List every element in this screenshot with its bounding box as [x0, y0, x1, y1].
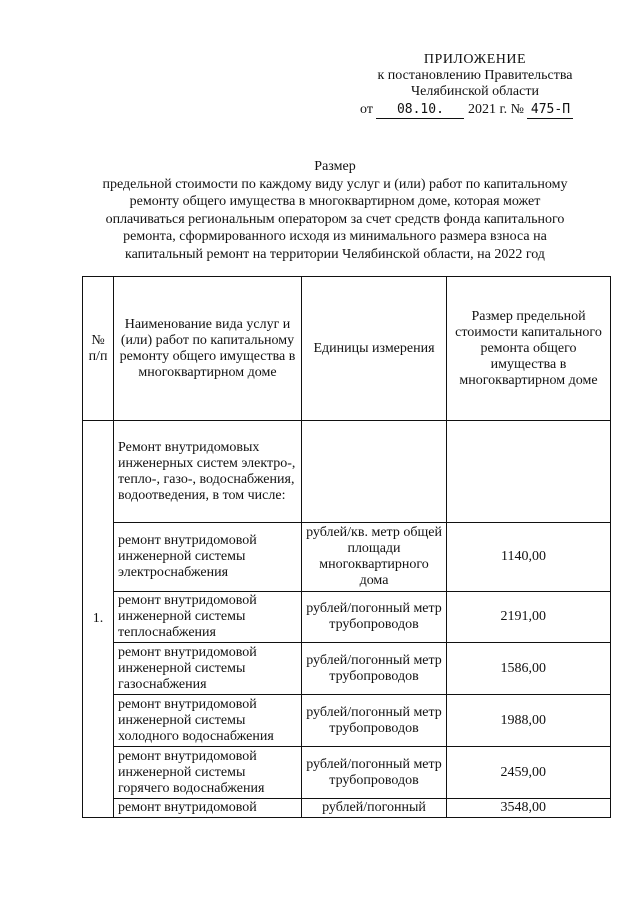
table-header-row: [83, 277, 611, 421]
row-name: ремонт внутридомовой инженерной системы электроснабжения: [114, 523, 302, 592]
row-name: ремонт внутридомовой: [114, 799, 302, 818]
appendix-title: ПРИЛОЖЕНИЕ: [423, 52, 527, 67]
table-row: [83, 643, 611, 695]
row-value: 3548,00: [447, 799, 611, 818]
row-value: 1586,00: [447, 643, 611, 695]
decree-number: 475-П: [527, 102, 573, 119]
heading-line-2: ремонту общего имущества в многоквартирном доме, которая может: [129, 194, 541, 209]
group-value: [447, 421, 611, 523]
appendix-line-2: Челябинской области: [411, 84, 539, 99]
row-unit: рублей/погонный метр трубопроводов: [302, 592, 447, 643]
appendix-date-line: [360, 102, 590, 119]
table-row: [83, 695, 611, 747]
decree-date: 08.10.: [376, 102, 464, 119]
row-name: ремонт внутридомовой инженерной системы холодного водоснабжения: [114, 695, 302, 747]
decree-year: 2021 г.: [467, 102, 508, 117]
group-unit: [302, 421, 447, 523]
appendix-block: [360, 52, 590, 119]
row-unit: рублей/погонный метр трубопроводов: [302, 643, 447, 695]
table-row: [83, 799, 611, 818]
header-value: Размер предельной стоимости капитального ремонта общего имущества в многоквартирном доме: [447, 277, 611, 421]
heading-line-3: оплачиваться региональным оператором за счет средств фонда капитального: [105, 211, 565, 227]
row-group-number: 1.: [83, 421, 114, 818]
row-value: 2191,00: [447, 592, 611, 643]
header-unit: Единицы измерения: [302, 277, 447, 421]
row-name: ремонт внутридомовой инженерной системы газоснабжения: [114, 643, 302, 695]
header-number: № п/п: [83, 277, 114, 421]
cost-table: [82, 276, 611, 818]
heading-line-5: капитальный ремонт на территории Челябинской области, на 2022 год: [125, 246, 545, 262]
table-row: [83, 592, 611, 643]
header-name: Наименование вида услуг и (или) работ по капитальному ремонту общего имущества в многоквартирном доме: [114, 277, 302, 421]
row-unit: рублей/погонный метр трубопроводов: [302, 747, 447, 799]
document-heading: [70, 158, 600, 263]
row-value: 2459,00: [447, 747, 611, 799]
table-row: [83, 523, 611, 592]
table-row: [83, 747, 611, 799]
row-unit: рублей/погонный метр трубопроводов: [302, 695, 447, 747]
appendix-line-1: к постановлению Правительства: [377, 68, 573, 83]
date-prefix: от: [360, 102, 373, 117]
heading-title: Размер: [314, 159, 356, 174]
group-title: Ремонт внутридомовых инженерных систем электро-, тепло-, газо-, водоснабжения, водоотведения, в том числе:: [114, 421, 302, 523]
row-value: 1140,00: [447, 523, 611, 592]
row-unit: рублей/кв. метр общей площади многоквартирного дома: [302, 523, 447, 592]
number-prefix: №: [510, 102, 524, 117]
row-name: ремонт внутридомовой инженерной системы горячего водоснабжения: [114, 747, 302, 799]
row-value: 1988,00: [447, 695, 611, 747]
heading-line-4: ремонта, сформированного исходя из минимального размера взноса на: [123, 229, 547, 244]
row-name: ремонт внутридомовой инженерной системы теплоснабжения: [114, 592, 302, 643]
heading-line-1: предельной стоимости по каждому виду услуг и (или) работ по капитальному: [102, 176, 568, 192]
row-unit: рублей/погонный: [302, 799, 447, 818]
table-row: [83, 421, 611, 523]
